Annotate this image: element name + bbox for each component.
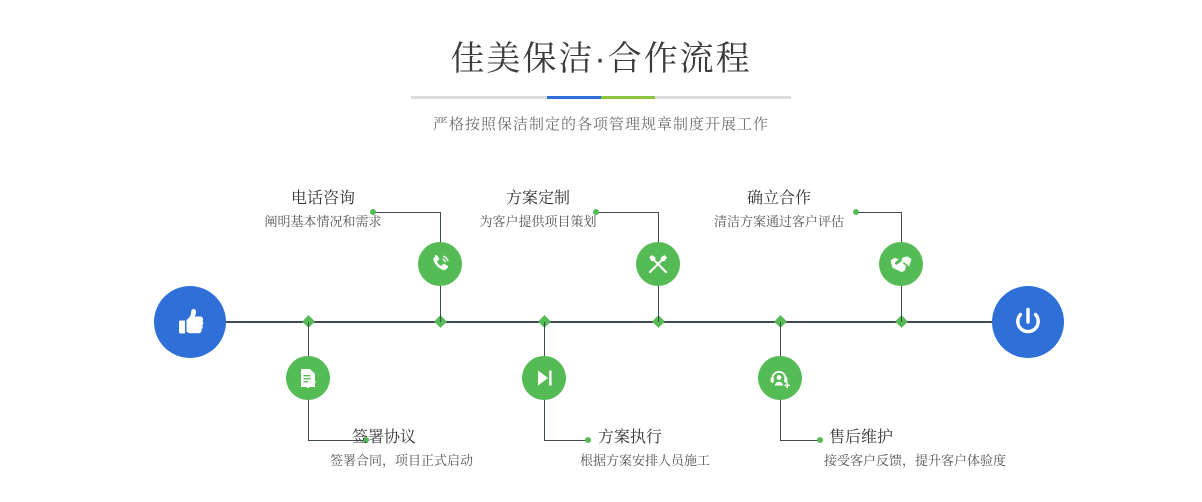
step-title-2: 签署协议 (352, 429, 417, 446)
power-icon (1008, 302, 1048, 342)
step-label-6 (824, 427, 1074, 471)
thumbs-up-icon (171, 303, 209, 341)
step-title-6: 售后维护 (829, 429, 894, 446)
step-desc-1: 阐明基本情况和需求 (264, 214, 382, 229)
tools-icon (645, 251, 671, 277)
page-subtitle: 严格按照保洁制定的各项管理规章制度开展工作 (432, 116, 769, 133)
step-title-4: 方案执行 (598, 429, 663, 446)
start-endpoint (154, 286, 226, 358)
page-title: 佳美保洁·合作流程 (450, 40, 752, 78)
step-icon-4[interactable] (522, 356, 566, 400)
step-label-2 (330, 427, 530, 471)
step-icon-1[interactable] (418, 242, 462, 286)
step-title-1: 电话咨询 (290, 190, 355, 207)
support-agent-add-icon (767, 365, 793, 391)
handshake-icon (888, 251, 914, 277)
step-title-3: 方案定制 (505, 190, 570, 207)
step-icon-3[interactable] (636, 242, 680, 286)
step-desc-4: 根据方案安排人员施工 (580, 453, 711, 468)
step-label-3 (468, 188, 608, 232)
step-label-5 (709, 188, 849, 232)
step-icon-6[interactable] (758, 356, 802, 400)
connector-horizontal-5 (856, 212, 901, 213)
divider-segment-green (601, 96, 655, 99)
play-forward-icon (532, 366, 556, 390)
connector-horizontal-6 (780, 440, 820, 441)
document-edit-icon (296, 366, 320, 390)
divider-segment-grey-left (411, 96, 547, 99)
divider-segment-grey-right (655, 96, 791, 99)
header (0, 36, 1202, 134)
step-icon-5[interactable] (879, 242, 923, 286)
title-divider (411, 96, 791, 99)
step-desc-3: 为客户提供项目策划 (479, 214, 597, 229)
step-label-4 (580, 427, 808, 471)
step-title-5: 确立合作 (746, 190, 811, 207)
end-endpoint (992, 286, 1064, 358)
step-icon-2[interactable] (286, 356, 330, 400)
divider-segment-blue (547, 96, 601, 99)
step-label-1 (253, 188, 393, 232)
connector-tip-4 (585, 437, 591, 443)
step-desc-5: 清洁方案通过客户评估 (713, 214, 844, 229)
phone-call-icon (427, 251, 453, 277)
step-desc-2: 签署合同，项目正式启动 (330, 453, 474, 468)
connector-horizontal-4 (544, 440, 588, 441)
step-desc-6: 接受客户反馈，提升客户体验度 (824, 453, 1007, 468)
connector-tip-5 (853, 209, 859, 215)
connector-tip-6 (817, 437, 823, 443)
